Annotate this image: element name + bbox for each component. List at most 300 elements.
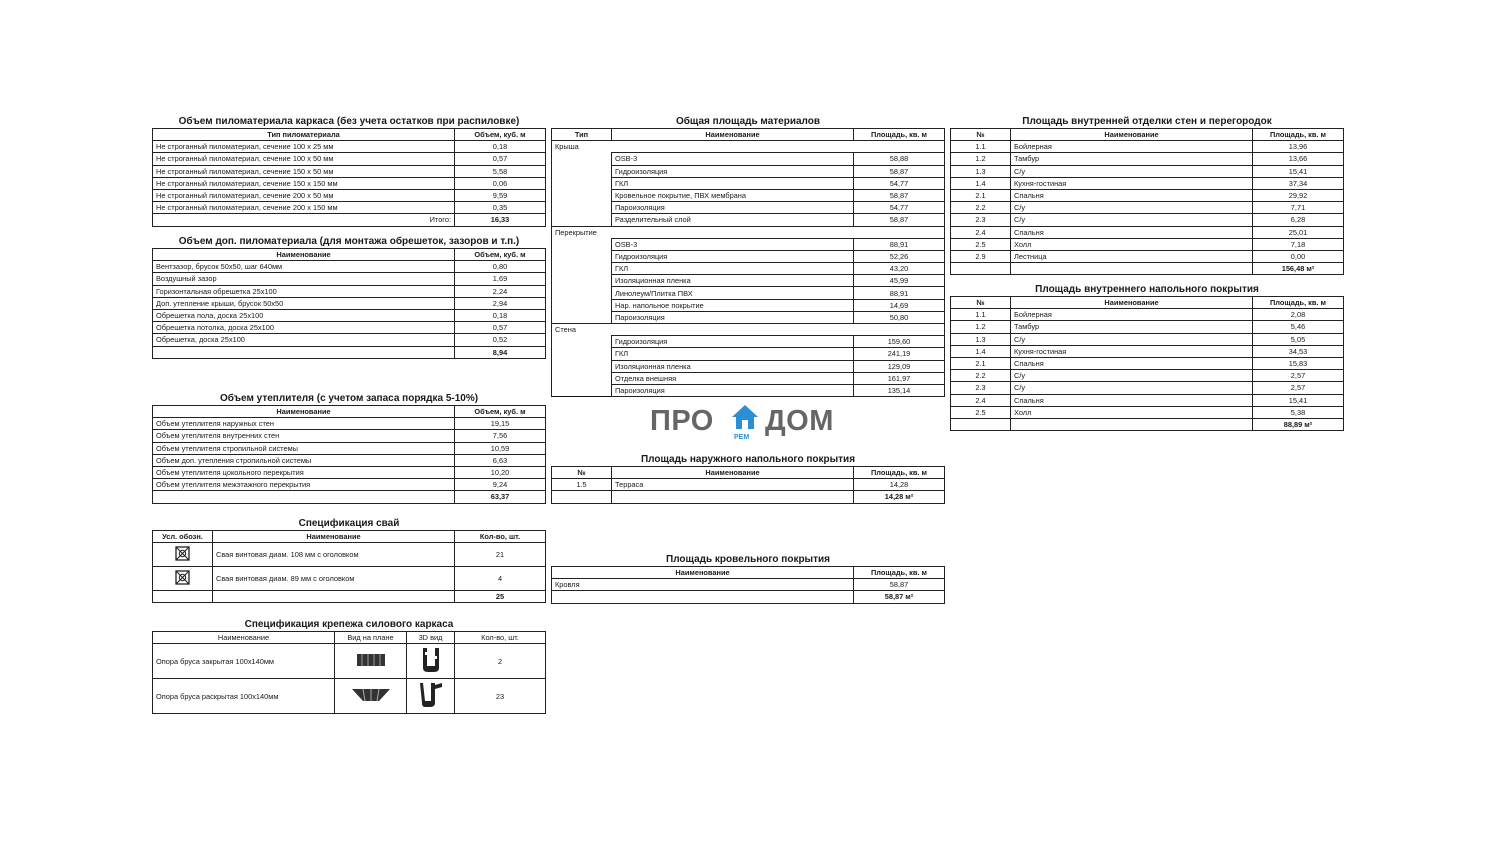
table-row bbox=[552, 591, 945, 603]
total-value: 14,28 м² bbox=[854, 491, 945, 503]
table-row bbox=[153, 346, 546, 358]
table-cell: 50,80 bbox=[854, 311, 945, 323]
fastener-name: Опора бруса закрытая 100х140мм bbox=[153, 644, 335, 679]
table-cell: 29,92 bbox=[1253, 189, 1344, 201]
table-cell: 13,66 bbox=[1253, 153, 1344, 165]
table-cell: Отделка внешняя bbox=[612, 372, 854, 384]
table-cell: 88,91 bbox=[854, 238, 945, 250]
prodom-logo bbox=[650, 403, 850, 443]
pile-qty: 4 bbox=[455, 567, 546, 591]
col-header: Тип пиломатериала bbox=[153, 129, 455, 141]
col-header: Площадь, кв. м bbox=[854, 567, 945, 579]
col-header: Площадь, кв. м bbox=[1253, 297, 1344, 309]
table-cell: 2.5 bbox=[951, 406, 1011, 418]
table-cell: Объем утеплителя внутренних стен bbox=[153, 430, 455, 442]
table-row bbox=[951, 418, 1344, 430]
table-row bbox=[552, 299, 945, 311]
table-row bbox=[951, 238, 1344, 250]
table-cell: 0,00 bbox=[1253, 250, 1344, 262]
col-header: 3D вид bbox=[407, 632, 455, 644]
table-cell: 2,57 bbox=[1253, 370, 1344, 382]
table-cell: Объем утеплителя стропильной системы bbox=[153, 442, 455, 454]
table-row bbox=[552, 165, 945, 177]
floor-finish-section bbox=[950, 283, 1344, 431]
table-row bbox=[951, 309, 1344, 321]
table-cell: 2.1 bbox=[951, 189, 1011, 201]
table-cell: Объем утеплителя наружных стен bbox=[153, 418, 455, 430]
table-cell: 0,57 bbox=[455, 322, 546, 334]
table-cell: 58,87 bbox=[854, 214, 945, 226]
table-cell: 45,99 bbox=[854, 275, 945, 287]
table-cell: 2.3 bbox=[951, 214, 1011, 226]
pile-icon bbox=[153, 567, 213, 591]
table-cell: Спальня bbox=[1011, 394, 1253, 406]
table-cell: 6,28 bbox=[1253, 214, 1344, 226]
pile-qty: 21 bbox=[455, 543, 546, 567]
piles-section bbox=[152, 517, 546, 603]
table-cell bbox=[552, 372, 612, 384]
table-cell bbox=[552, 177, 612, 189]
table-cell: 19,15 bbox=[455, 418, 546, 430]
table-cell: 43,20 bbox=[854, 263, 945, 275]
pile-name: Свая винтовая диам. 108 мм с оголовком bbox=[213, 543, 455, 567]
table-cell: 54,77 bbox=[854, 177, 945, 189]
total-label bbox=[951, 418, 1011, 430]
lumber-title: Объем пиломатериала каркаса (без учета остатков при распиловке) bbox=[178, 116, 520, 127]
table-cell: 2,57 bbox=[1253, 382, 1344, 394]
table-cell: Бойлерная bbox=[1011, 141, 1253, 153]
table-row bbox=[552, 384, 945, 396]
lumber-rows bbox=[153, 141, 546, 214]
table-cell: Обрешетка, доска 25х100 bbox=[153, 334, 455, 346]
table-cell bbox=[552, 263, 612, 275]
col-header: Наименование bbox=[552, 567, 854, 579]
wall-finish-rows bbox=[951, 141, 1344, 263]
table-row bbox=[552, 250, 945, 262]
table-row bbox=[552, 214, 945, 226]
table-cell: 0,80 bbox=[455, 261, 546, 273]
table-cell: Гидроизоляция bbox=[612, 250, 854, 262]
col-header: Наименование bbox=[153, 632, 335, 644]
table-cell: 1,69 bbox=[455, 273, 546, 285]
table-row bbox=[153, 297, 546, 309]
closed-support-plan-icon bbox=[335, 644, 407, 679]
table-cell: Стена bbox=[552, 324, 945, 336]
col-header: Наименование bbox=[612, 129, 854, 141]
table-cell: 13,96 bbox=[1253, 141, 1344, 153]
table-row bbox=[552, 153, 945, 165]
table-cell: Воздушный зазор bbox=[153, 273, 455, 285]
table-cell: 10,20 bbox=[455, 466, 546, 478]
table-cell: Кухня-гостиная bbox=[1011, 177, 1253, 189]
table-row bbox=[153, 567, 546, 591]
table-row bbox=[552, 360, 945, 372]
table-cell: ГКЛ bbox=[612, 263, 854, 275]
total-label bbox=[153, 591, 213, 603]
table-row bbox=[153, 679, 546, 714]
table-cell bbox=[552, 287, 612, 299]
table-row bbox=[552, 275, 945, 287]
table-cell: Гидроизоляция bbox=[612, 336, 854, 348]
table-cell: 2.2 bbox=[951, 370, 1011, 382]
table-cell bbox=[552, 360, 612, 372]
total-label bbox=[951, 263, 1011, 275]
total-value: 63,37 bbox=[455, 491, 546, 503]
table-row bbox=[951, 263, 1344, 275]
table-row bbox=[552, 202, 945, 214]
fasteners-title: Спецификация крепежа силового каркаса bbox=[244, 619, 454, 630]
table-cell: Крыша bbox=[552, 141, 945, 153]
col-header: Наименование bbox=[213, 531, 455, 543]
total-label bbox=[1011, 263, 1253, 275]
table-cell: Тамбур bbox=[1011, 153, 1253, 165]
materials-rows bbox=[552, 141, 945, 397]
table-cell: 135,14 bbox=[854, 384, 945, 396]
table-cell: Обрешетка пола, доска 25х100 bbox=[153, 309, 455, 321]
table-cell: 7,71 bbox=[1253, 202, 1344, 214]
insulation-table bbox=[152, 405, 546, 504]
table-row bbox=[951, 345, 1344, 357]
insulation-section bbox=[152, 392, 546, 504]
table-cell: ГКЛ bbox=[612, 348, 854, 360]
table-row bbox=[951, 394, 1344, 406]
table-cell: Кухня-гостиная bbox=[1011, 345, 1253, 357]
table-cell: 0,06 bbox=[455, 177, 546, 189]
fastener-name: Опора бруса раскрытая 100х140мм bbox=[153, 679, 335, 714]
table-cell: 54,77 bbox=[854, 202, 945, 214]
table-row bbox=[951, 214, 1344, 226]
table-row bbox=[951, 382, 1344, 394]
total-value: 25 bbox=[455, 591, 546, 603]
table-row bbox=[153, 141, 546, 153]
table-cell bbox=[552, 250, 612, 262]
table-row bbox=[951, 250, 1344, 262]
roofing-table bbox=[551, 566, 945, 604]
table-row bbox=[951, 370, 1344, 382]
house-icon bbox=[730, 403, 760, 433]
table-cell: 88,91 bbox=[854, 287, 945, 299]
fasteners-section bbox=[152, 618, 546, 714]
table-cell: 161,97 bbox=[854, 372, 945, 384]
table-row bbox=[153, 418, 546, 430]
table-row bbox=[951, 321, 1344, 333]
table-cell bbox=[552, 189, 612, 201]
table-cell: 14,69 bbox=[854, 299, 945, 311]
table-row bbox=[153, 430, 546, 442]
table-row bbox=[552, 177, 945, 189]
col-header: Усл. обозн. bbox=[153, 531, 213, 543]
table-cell: 129,09 bbox=[854, 360, 945, 372]
table-cell: Обрешетка потолка, доска 25х100 bbox=[153, 322, 455, 334]
table-cell: 7,18 bbox=[1253, 238, 1344, 250]
table-cell: 37,34 bbox=[1253, 177, 1344, 189]
roofing-title: Площадь кровельного покрытия bbox=[666, 554, 830, 565]
materials-section bbox=[551, 115, 945, 397]
wall-finish-table bbox=[950, 128, 1344, 275]
table-row bbox=[153, 591, 546, 603]
table-row bbox=[552, 263, 945, 275]
table-row bbox=[951, 406, 1344, 418]
lumber-table bbox=[152, 128, 546, 227]
table-cell: 2.5 bbox=[951, 238, 1011, 250]
table-row bbox=[552, 287, 945, 299]
table-cell: 58,87 bbox=[854, 189, 945, 201]
table-row bbox=[951, 357, 1344, 369]
table-cell: Тамбур bbox=[1011, 321, 1253, 333]
insulation-title: Объем утеплителя (с учетом запаса порядка 5-10%) bbox=[219, 393, 479, 404]
table-cell: 1.4 bbox=[951, 177, 1011, 189]
table-cell bbox=[552, 384, 612, 396]
table-cell: 58,87 bbox=[854, 579, 945, 591]
table-cell: 5,46 bbox=[1253, 321, 1344, 333]
table-cell: С/у bbox=[1011, 165, 1253, 177]
total-label bbox=[552, 491, 612, 503]
extra-lumber-section bbox=[152, 235, 546, 359]
table-cell: Разделительный слой bbox=[612, 214, 854, 226]
pile-icon bbox=[153, 543, 213, 567]
col-header: Наименование bbox=[153, 249, 455, 261]
table-cell: 5,05 bbox=[1253, 333, 1344, 345]
table-cell bbox=[552, 214, 612, 226]
col-header: № bbox=[951, 129, 1011, 141]
materials-table bbox=[551, 128, 945, 397]
table-row bbox=[153, 189, 546, 201]
total-label bbox=[153, 491, 455, 503]
materials-title: Общая площадь материалов bbox=[675, 116, 821, 127]
table-cell: Вентзазор, брусок 50х50, шаг 640мм bbox=[153, 261, 455, 273]
table-cell: 10,59 bbox=[455, 442, 546, 454]
total-value: 16,33 bbox=[455, 214, 546, 226]
table-cell: ГКЛ bbox=[612, 177, 854, 189]
open-support-plan-icon bbox=[335, 679, 407, 714]
table-row bbox=[951, 189, 1344, 201]
col-header: Наименование bbox=[1011, 297, 1253, 309]
col-header: № bbox=[951, 297, 1011, 309]
table-cell: Терраса bbox=[612, 479, 854, 491]
table-cell: Спальня bbox=[1011, 226, 1253, 238]
total-label bbox=[153, 346, 455, 358]
table-row bbox=[951, 165, 1344, 177]
table-cell: 58,88 bbox=[854, 153, 945, 165]
table-cell: Спальня bbox=[1011, 357, 1253, 369]
table-cell: Объем утеплителя межэтажного перекрытия bbox=[153, 479, 455, 491]
table-cell: Не строганный пиломатериал, сечение 200 x 50 мм bbox=[153, 189, 455, 201]
table-row bbox=[552, 372, 945, 384]
table-row bbox=[153, 479, 546, 491]
table-cell bbox=[552, 275, 612, 287]
table-row bbox=[153, 644, 546, 679]
table-row bbox=[552, 479, 945, 491]
table-row bbox=[552, 324, 945, 336]
roofing-rows bbox=[552, 579, 945, 591]
table-cell: Холл bbox=[1011, 406, 1253, 418]
table-row bbox=[951, 153, 1344, 165]
table-row bbox=[153, 177, 546, 189]
pile-name: Свая винтовая диам. 89 мм с оголовком bbox=[213, 567, 455, 591]
table-cell: 1.1 bbox=[951, 141, 1011, 153]
table-cell: 2,94 bbox=[455, 297, 546, 309]
floor-finish-table bbox=[950, 296, 1344, 431]
table-cell: Нар. напольное покрытие bbox=[612, 299, 854, 311]
table-cell: 1.3 bbox=[951, 165, 1011, 177]
roofing-section bbox=[551, 553, 945, 604]
table-cell bbox=[552, 238, 612, 250]
table-cell: Перекрытие bbox=[552, 226, 945, 238]
table-cell: С/у bbox=[1011, 382, 1253, 394]
total-label bbox=[612, 491, 854, 503]
table-cell: 1.4 bbox=[951, 345, 1011, 357]
table-cell bbox=[552, 202, 612, 214]
extra-lumber-table bbox=[152, 248, 546, 359]
table-cell: Не строганный пиломатериал, сечение 100 x 25 мм bbox=[153, 141, 455, 153]
table-row bbox=[153, 322, 546, 334]
col-header: № bbox=[552, 467, 612, 479]
table-row bbox=[951, 141, 1344, 153]
insulation-rows bbox=[153, 418, 546, 491]
table-row bbox=[153, 334, 546, 346]
table-cell: Холл bbox=[1011, 238, 1253, 250]
col-header: Площадь, кв. м bbox=[1253, 129, 1344, 141]
wall-finish-section bbox=[950, 115, 1344, 275]
table-cell: С/у bbox=[1011, 202, 1253, 214]
table-cell: С/у bbox=[1011, 370, 1253, 382]
table-cell: 9,59 bbox=[455, 189, 546, 201]
table-row bbox=[552, 238, 945, 250]
table-cell: Линолеум/Плитка ПВХ bbox=[612, 287, 854, 299]
table-row bbox=[153, 165, 546, 177]
table-cell: 1.5 bbox=[552, 479, 612, 491]
table-cell: 2.1 bbox=[951, 357, 1011, 369]
table-row bbox=[153, 543, 546, 567]
logo-left-text: ПРО bbox=[650, 405, 714, 437]
table-row bbox=[153, 309, 546, 321]
table-cell: 2.3 bbox=[951, 382, 1011, 394]
open-support-3d-icon bbox=[407, 679, 455, 714]
table-row bbox=[153, 491, 546, 503]
table-cell: С/у bbox=[1011, 214, 1253, 226]
table-row bbox=[153, 214, 546, 226]
logo-sub-text: РЕМ bbox=[734, 434, 750, 441]
table-cell: Кровельное покрытие, ПВХ мембрана bbox=[612, 189, 854, 201]
table-cell: 0,18 bbox=[455, 309, 546, 321]
table-cell: Гидроизоляция bbox=[612, 165, 854, 177]
table-row bbox=[552, 141, 945, 153]
table-cell: Изоляционная пленка bbox=[612, 360, 854, 372]
table-row bbox=[552, 226, 945, 238]
table-row bbox=[552, 579, 945, 591]
table-cell: 9,24 bbox=[455, 479, 546, 491]
table-cell: Лестница bbox=[1011, 250, 1253, 262]
table-row bbox=[552, 336, 945, 348]
table-cell: Кровля bbox=[552, 579, 854, 591]
fastener-qty: 2 bbox=[455, 644, 546, 679]
total-label bbox=[213, 591, 455, 603]
lumber-section bbox=[152, 115, 546, 227]
piles-table bbox=[152, 530, 546, 603]
table-row bbox=[153, 261, 546, 273]
col-header: Объем, куб. м bbox=[455, 129, 546, 141]
outdoor-floor-title: Площадь наружного напольного покрытия bbox=[640, 454, 856, 465]
table-row bbox=[552, 491, 945, 503]
table-cell: 1.3 bbox=[951, 333, 1011, 345]
table-row bbox=[552, 189, 945, 201]
col-header: Тип bbox=[552, 129, 612, 141]
outdoor-floor-section bbox=[551, 453, 945, 504]
table-cell: 5,38 bbox=[1253, 406, 1344, 418]
table-cell: 2.9 bbox=[951, 250, 1011, 262]
table-cell: 0,18 bbox=[455, 141, 546, 153]
table-cell: 15,41 bbox=[1253, 165, 1344, 177]
table-cell: Пароизоляция bbox=[612, 311, 854, 323]
table-cell bbox=[552, 165, 612, 177]
table-cell: 1.1 bbox=[951, 309, 1011, 321]
table-cell: 241,19 bbox=[854, 348, 945, 360]
table-cell: 0,35 bbox=[455, 202, 546, 214]
table-row bbox=[552, 348, 945, 360]
table-row bbox=[951, 333, 1344, 345]
table-row bbox=[153, 442, 546, 454]
table-cell: Объем утеплителя цокольного перекрытия bbox=[153, 466, 455, 478]
col-header: Объем, куб. м bbox=[455, 406, 546, 418]
col-header: Кол-во, шт. bbox=[455, 531, 546, 543]
table-cell: OSB-3 bbox=[612, 238, 854, 250]
table-cell: 7,56 bbox=[455, 430, 546, 442]
table-cell: 159,60 bbox=[854, 336, 945, 348]
table-cell: 5,58 bbox=[455, 165, 546, 177]
extra-lumber-title: Объем доп. пиломатериала (для монтажа обрешеток, зазоров и т.п.) bbox=[178, 236, 520, 247]
table-cell: Пароизоляция bbox=[612, 384, 854, 396]
total-value: 156,48 м² bbox=[1253, 263, 1344, 275]
table-cell: 52,26 bbox=[854, 250, 945, 262]
table-cell: 0,52 bbox=[455, 334, 546, 346]
col-header: Наименование bbox=[153, 406, 455, 418]
table-cell: 1.2 bbox=[951, 153, 1011, 165]
table-cell: Изоляционная пленка bbox=[612, 275, 854, 287]
col-header: Вид на плане bbox=[335, 632, 407, 644]
table-row bbox=[153, 202, 546, 214]
floor-finish-title: Площадь внутреннего напольного покрытия bbox=[1035, 284, 1259, 295]
table-cell: Объем доп. утепления стропильной системы bbox=[153, 454, 455, 466]
table-cell: 2.4 bbox=[951, 226, 1011, 238]
table-cell: 15,83 bbox=[1253, 357, 1344, 369]
table-cell: 25,01 bbox=[1253, 226, 1344, 238]
total-label bbox=[552, 591, 854, 603]
extra-lumber-rows bbox=[153, 261, 546, 346]
closed-support-3d-icon bbox=[407, 644, 455, 679]
col-header: Объем, куб. м bbox=[455, 249, 546, 261]
table-cell: 2.2 bbox=[951, 202, 1011, 214]
outdoor-floor-rows bbox=[552, 479, 945, 491]
table-cell: OSB-3 bbox=[612, 153, 854, 165]
table-cell: 58,87 bbox=[854, 165, 945, 177]
floor-finish-rows bbox=[951, 309, 1344, 419]
table-cell: 2,24 bbox=[455, 285, 546, 297]
col-header: Наименование bbox=[1011, 129, 1253, 141]
table-row bbox=[153, 466, 546, 478]
table-cell: Бойлерная bbox=[1011, 309, 1253, 321]
table-cell: С/у bbox=[1011, 333, 1253, 345]
table-row bbox=[153, 153, 546, 165]
table-cell: Не строганный пиломатериал, сечение 100 x 50 мм bbox=[153, 153, 455, 165]
table-cell: Пароизоляция bbox=[612, 202, 854, 214]
table-row bbox=[153, 285, 546, 297]
table-cell bbox=[552, 299, 612, 311]
table-row bbox=[951, 226, 1344, 238]
table-cell: 15,41 bbox=[1253, 394, 1344, 406]
total-value: 88,89 м² bbox=[1253, 418, 1344, 430]
table-cell: 34,53 bbox=[1253, 345, 1344, 357]
table-cell: Горизонтальная обрешетка 25х100 bbox=[153, 285, 455, 297]
